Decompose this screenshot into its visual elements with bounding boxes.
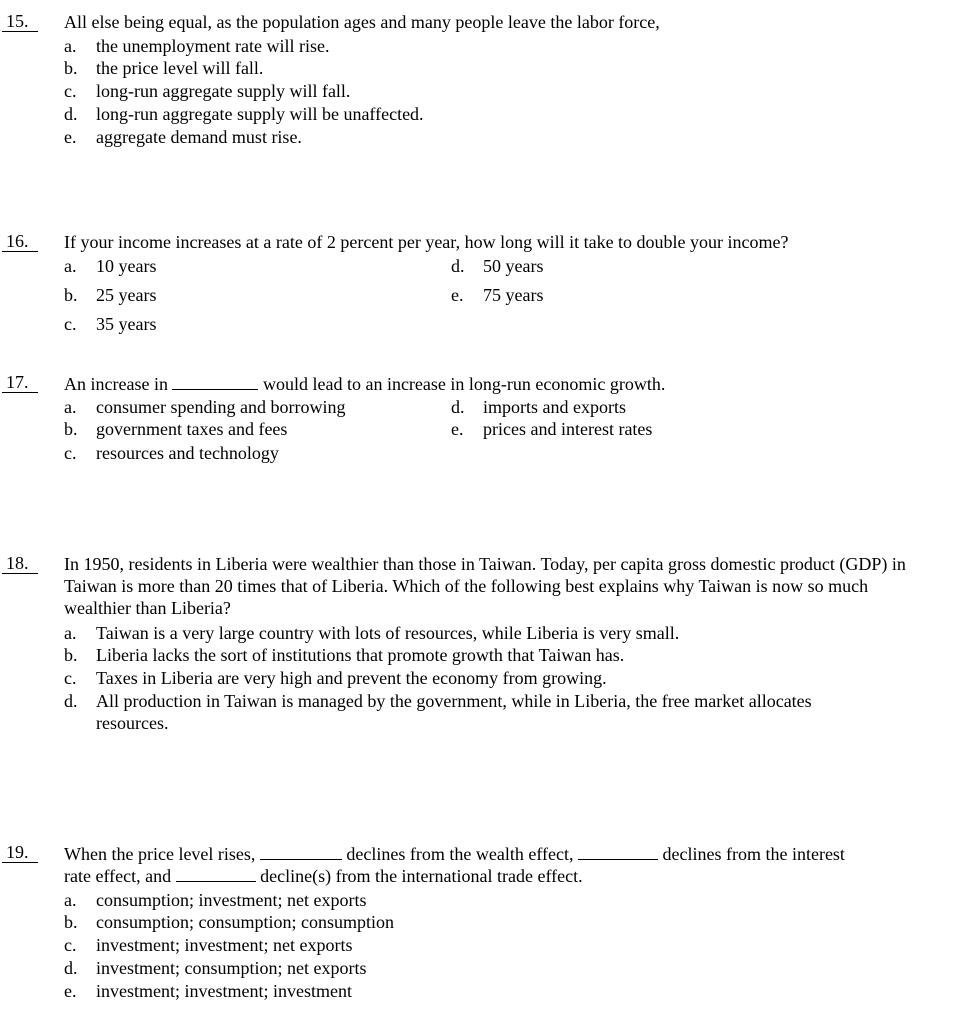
option-letter: a. bbox=[64, 256, 77, 276]
option-letter: c. bbox=[64, 935, 77, 955]
stem-text: declines from the interest bbox=[662, 844, 845, 864]
option-letter: b. bbox=[64, 912, 78, 932]
option-text: investment; consumption; net exports bbox=[96, 958, 367, 978]
option-letter: c. bbox=[64, 443, 77, 463]
option-letter: a. bbox=[64, 623, 77, 643]
option-text: imports and exports bbox=[483, 397, 626, 417]
stem-text: decline(s) from the international trade effect. bbox=[260, 866, 583, 886]
option-text: the price level will fall. bbox=[96, 58, 264, 78]
option-letter: c. bbox=[64, 81, 77, 101]
option-text: resources and technology bbox=[96, 443, 279, 463]
option-letter: e. bbox=[451, 285, 464, 305]
option-text: prices and interest rates bbox=[483, 419, 653, 439]
option-letter: b. bbox=[64, 419, 78, 439]
option-text: consumer spending and borrowing bbox=[96, 397, 346, 417]
option-text: All production in Taiwan is managed by the government, while in Liberia, the free market allocates resources. bbox=[96, 691, 812, 733]
option-text: consumption; investment; net exports bbox=[96, 890, 367, 910]
option-text: long-run aggregate supply will fall. bbox=[96, 81, 351, 101]
question-number: 19. bbox=[2, 842, 38, 863]
option-text: 50 years bbox=[483, 256, 544, 276]
option-text: Taiwan is a very large country with lots of resources, while Liberia is very small. bbox=[96, 623, 680, 643]
option-text: 25 years bbox=[96, 285, 157, 305]
question-stem: If your income increases at a rate of 2 percent per year, how long will it take to double your income? bbox=[64, 232, 789, 252]
question-number: 17. bbox=[2, 372, 38, 393]
fill-in-blank bbox=[176, 864, 256, 882]
option-letter: b. bbox=[64, 645, 78, 665]
option-letter: e. bbox=[64, 981, 77, 1001]
option-letter: d. bbox=[64, 691, 78, 711]
question-number: 15. bbox=[2, 11, 38, 32]
stem-text: would lead to an increase in long-run economic growth. bbox=[262, 374, 666, 394]
stem-text: rate effect, and bbox=[64, 866, 172, 886]
stem-text: declines from the wealth effect, bbox=[346, 844, 574, 864]
option-text: 10 years bbox=[96, 256, 157, 276]
fill-in-blank bbox=[172, 372, 258, 390]
option-text: 35 years bbox=[96, 314, 157, 334]
option-letter: a. bbox=[64, 397, 77, 417]
question-stem: In 1950, residents in Liberia were wealthier than those in Taiwan. Today, per capita gross domestic product (GDP) in Taiwan is more than 20 times that of Liberia. Which of the following best explains why Taiwan is now so much wealthier than Liberia? bbox=[64, 554, 906, 618]
option-letter: e. bbox=[64, 127, 77, 147]
option-text: the unemployment rate will rise. bbox=[96, 36, 330, 56]
option-letter: d. bbox=[64, 958, 78, 978]
option-text: Liberia lacks the sort of institutions that promote growth that Taiwan has. bbox=[96, 645, 625, 665]
question-stem bbox=[64, 372, 665, 395]
option-text: aggregate demand must rise. bbox=[96, 127, 302, 147]
option-text: 75 years bbox=[483, 285, 544, 305]
option-text: government taxes and fees bbox=[96, 419, 288, 439]
question-stem-line-1 bbox=[64, 842, 845, 865]
option-letter: d. bbox=[64, 104, 78, 124]
question-stem: All else being equal, as the population ages and many people leave the labor force, bbox=[64, 12, 660, 32]
fill-in-blank bbox=[578, 842, 658, 860]
question-number: 18. bbox=[2, 553, 38, 574]
fill-in-blank bbox=[260, 842, 342, 860]
option-letter: d. bbox=[451, 256, 465, 276]
option-letter: c. bbox=[64, 314, 77, 334]
option-text: consumption; consumption; consumption bbox=[96, 912, 394, 932]
option-text: investment; investment; net exports bbox=[96, 935, 353, 955]
option-letter: c. bbox=[64, 668, 77, 688]
option-letter: e. bbox=[451, 419, 464, 439]
option-text: investment; investment; investment bbox=[96, 981, 352, 1001]
question-stem-line-2 bbox=[64, 864, 583, 887]
option-letter: b. bbox=[64, 285, 78, 305]
question-number: 16. bbox=[2, 231, 38, 252]
stem-text: When the price level rises, bbox=[64, 844, 256, 864]
option-letter: a. bbox=[64, 36, 77, 56]
option-text: Taxes in Liberia are very high and prevent the economy from growing. bbox=[96, 668, 607, 688]
stem-text: An increase in bbox=[64, 374, 168, 394]
option-letter: d. bbox=[451, 397, 465, 417]
option-letter: a. bbox=[64, 890, 77, 910]
option-text: long-run aggregate supply will be unaffected. bbox=[96, 104, 424, 124]
option-letter: b. bbox=[64, 58, 78, 78]
